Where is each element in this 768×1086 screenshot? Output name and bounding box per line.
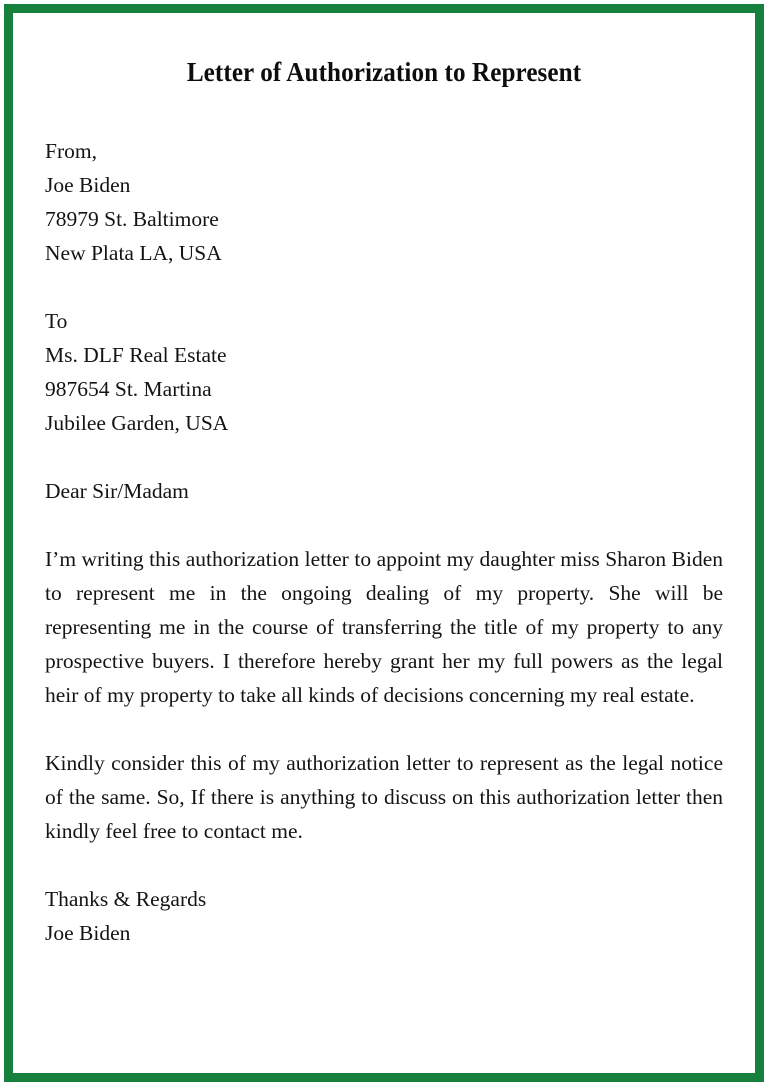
recipient-street: 987654 St. Martina — [45, 377, 212, 401]
spacer-after-recipient — [45, 440, 723, 474]
recipient-name: Ms. DLF Real Estate — [45, 343, 227, 367]
page-title: Letter of Authorization to Represent — [186, 57, 582, 87]
salutation: Dear Sir/Madam — [45, 479, 189, 503]
spacer-before-closing — [45, 848, 723, 882]
green-border-frame — [4, 4, 764, 1082]
closing-block — [45, 882, 723, 950]
recipient-label: To — [45, 309, 68, 333]
spacer-after-salutation — [45, 508, 723, 542]
recipient-city-state-country: Jubilee Garden, USA — [45, 411, 229, 435]
sender-street: 78979 St. Baltimore — [45, 207, 219, 231]
recipient-address-block — [45, 304, 723, 440]
body-paragraph-1: I’m writing this authorization letter to appoint my daughter miss Sharon Biden to represent me in the ongoing dealing of my property. She will be representing me in the course of transferring the title of my property to any prospective buyers. I therefore hereby grant her my full powers as the legal heir of my property to take all kinds of decisions concerning my real estate. — [45, 547, 723, 707]
spacer-between-paragraphs — [45, 712, 723, 746]
closing-regards: Thanks & Regards — [45, 887, 207, 911]
letter-sheet — [13, 13, 755, 1073]
signature-name: Joe Biden — [45, 921, 131, 945]
sender-label: From, — [45, 139, 97, 163]
sender-address-block — [45, 134, 723, 270]
sender-city-state-country: New Plata LA, USA — [45, 241, 222, 265]
spacer-after-sender — [45, 270, 723, 304]
body-paragraph-2: Kindly consider this of my authorization letter to represent as the legal notice of the same. So, If there is anything to discuss on this authorization letter then kindly feel free to contact me. — [45, 751, 723, 843]
sender-name: Joe Biden — [45, 173, 131, 197]
